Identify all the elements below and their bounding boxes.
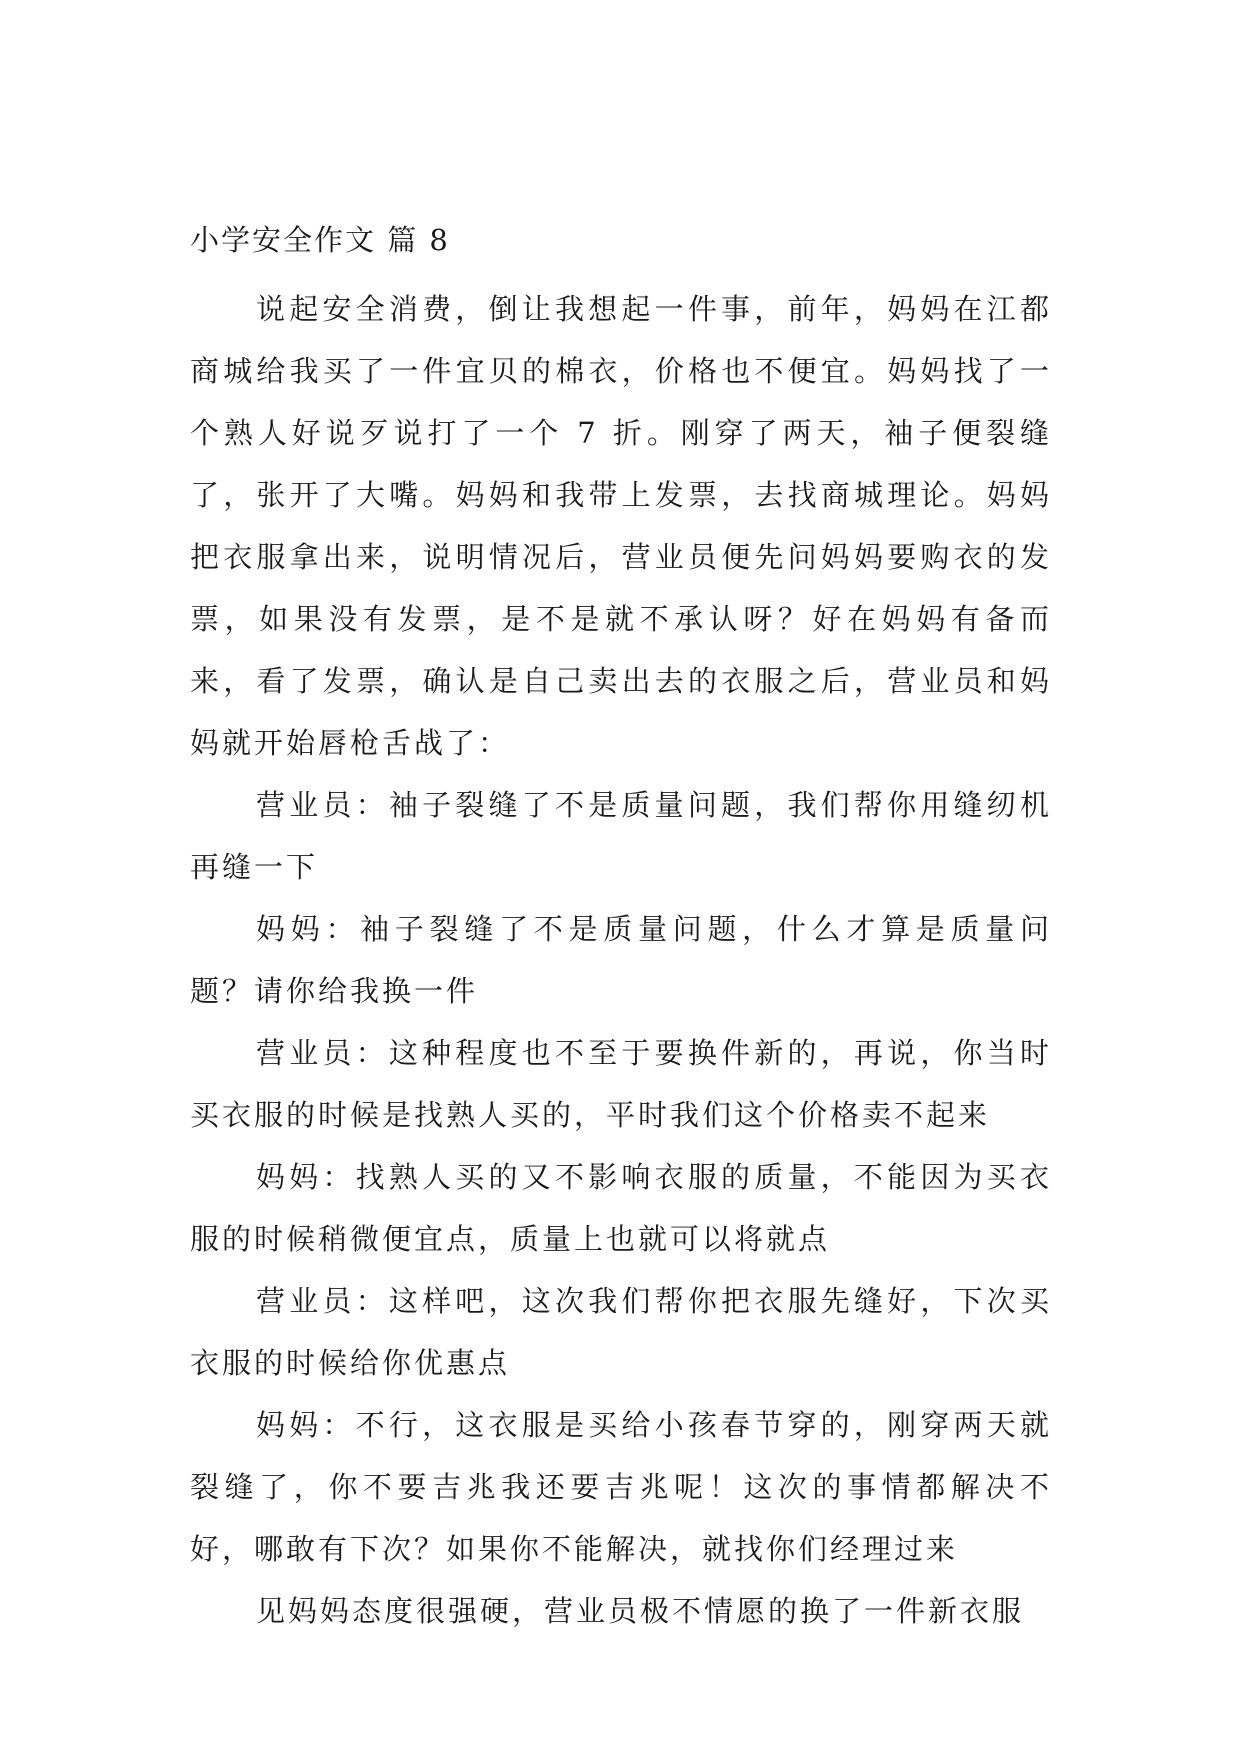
document-page (190, 220, 1052, 1642)
paragraph-mom-3: 妈妈：不行，这衣服是买给小孩春节穿的，刚穿两天就裂缝了，你不要吉兆我还要吉兆呢！这次的事情都解决不好，哪敢有下次？如果你不能解决，就找你们经理过来 (190, 1408, 1052, 1566)
paragraph-mom-1: 妈妈：袖子裂缝了不是质量问题，什么才算是质量问题？请你给我换一件 (190, 912, 1052, 1008)
paragraph-clerk-2: 营业员：这种程度也不至于要换件新的，再说，你当时买衣服的时候是找熟人买的，平时我们这个价格卖不起来 (190, 1036, 1052, 1132)
paragraph-clerk-1: 营业员：袖子裂缝了不是质量问题，我们帮你用缝纫机再缝一下 (190, 788, 1052, 884)
paragraph-conclusion: 见妈妈态度很强硬，营业员极不情愿的换了一件新衣服 (256, 1594, 1025, 1628)
paragraph-clerk-3: 营业员：这样吧，这次我们帮你把衣服先缝好，下次买衣服的时候给你优惠点 (190, 1284, 1052, 1380)
paragraph-intro: 说起安全消费，倒让我想起一件事，前年，妈妈在江都商城给我买了一件宜贝的棉衣，价格也不便宜。妈妈找了一个熟人好说歹说打了一个 7 折。刚穿了两天，袖子便裂缝了，张开了大嘴。妈妈和我带上发票，去找商城理论。妈妈把衣服拿出来，说明情况后，营业员便先问妈妈要购衣的发票，如果没有发票，是不是就不承认呀？好在妈妈有备而来，看了发票，确认是自己卖出去的衣服之后，营业员和妈妈就开始唇枪舌战了： (190, 292, 1052, 760)
paragraph-mom-2: 妈妈：找熟人买的又不影响衣服的质量，不能因为买衣服的时候稍微便宜点，质量上也就可以将就点 (190, 1160, 1052, 1256)
document-title: 小学安全作文 篇 8 (190, 223, 450, 257)
